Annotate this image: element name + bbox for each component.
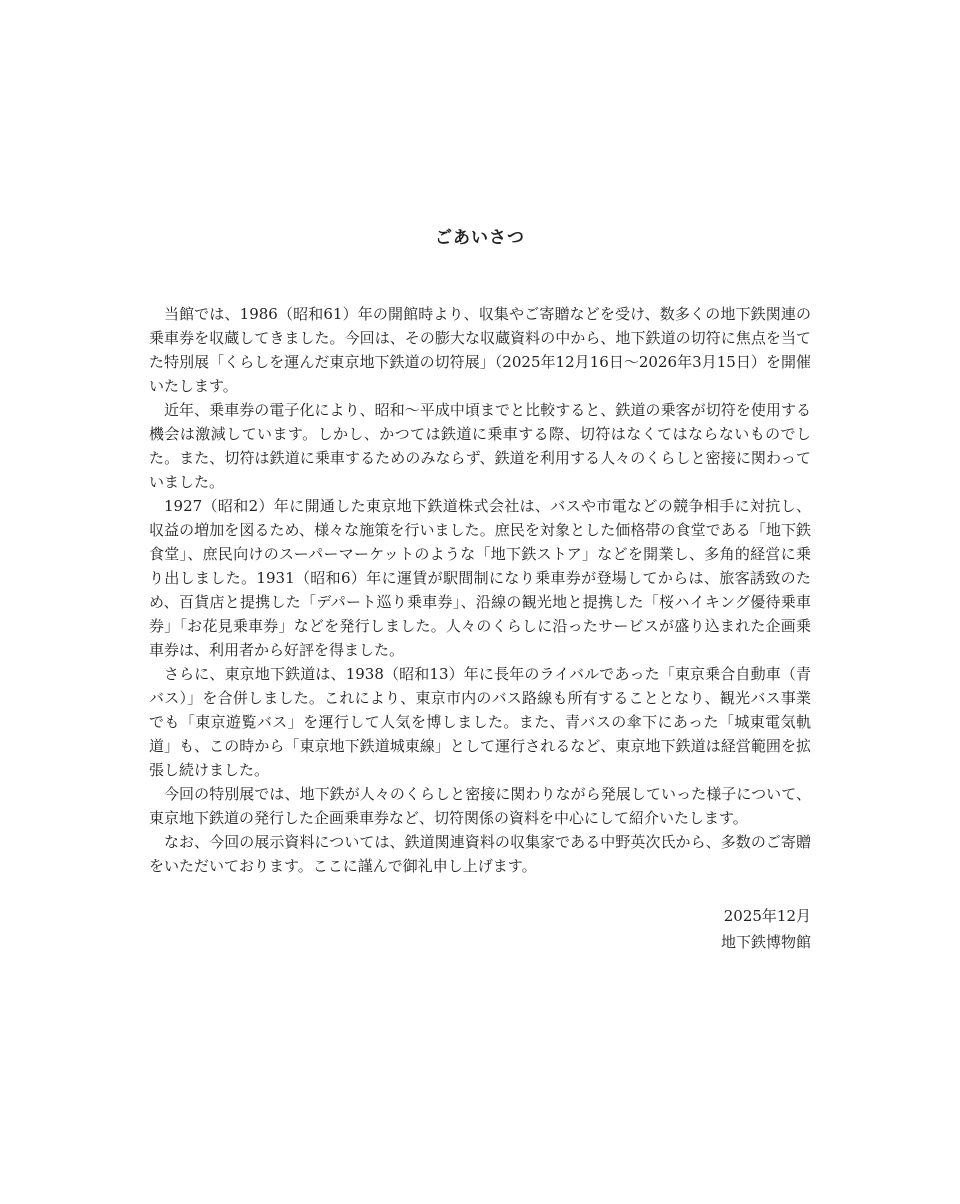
signature-block [149,903,811,955]
greeting-document [149,226,811,955]
paragraph-intro: 当館では、1986（昭和61）年の開館時より、収集やご寄贈などを受け、数多くの地下鉄関連の乗車券を収蔵してきました。今回は、その膨大な収蔵資料の中から、地下鉄道の切符に焦点を当てた特別展「くらしを運んだ東京地下鉄道の切符展」（2025年12月16日～2026年3月15日）を開催いたします。 [149,305,811,395]
signature-organization: 地下鉄博物館 [720,933,811,951]
signature-date: 2025年12月 [723,907,811,925]
paragraph-acknowledgement: なお、今回の展示資料については、鉄道関連資料の収集家である中野英次氏から、多数のご寄贈をいただいております。ここに謹んで御礼申し上げます。 [149,833,811,875]
paragraph-bus-merger: さらに、東京地下鉄道は、1938（昭和13）年に長年のライバルであった「東京乗合自動車（青バス）」を合併しました。これにより、東京市内のバス路線も所有することとなり、観光バス事業でも「東京遊覧バス」を運行して人気を博しました。また、青バスの傘下にあった「城東電気軌道」も、この時から「東京地下鉄道城東線」として運行されるなど、東京地下鉄道は経営範囲を拡張し続けました。 [149,665,811,779]
document-title: ごあいさつ [435,228,525,248]
paragraph-exhibition-purpose: 今回の特別展では、地下鉄が人々のくらしと密接に関わりながら発展していった様子について、東京地下鉄道の発行した企画乗車券など、切符関係の資料を中心にして紹介いたします。 [149,785,811,827]
paragraph-ticket-decline: 近年、乗車券の電子化により、昭和～平成中頃までと比較すると、鉄道の乗客が切符を使用する機会は激減しています。しかし、かつては鉄道に乗車する際、切符はなくてはならないものでした。また、切符は鉄道に乗車するためのみならず、鉄道を利用する人々のくらしと密接に関わっていました。 [149,401,811,491]
paragraph-company-history: 1927（昭和2）年に開通した東京地下鉄道株式会社は、バスや市電などの競争相手に対抗し、収益の増加を図るため、様々な施策を行いました。庶民を対象とした価格帯の食堂である「地下鉄食堂」、庶民向けのスーパーマーケットのような「地下鉄ストア」などを開業し、多角的経営に乗り出しました。1931（昭和6）年に運賃が駅間制になり乗車券が登場してからは、旅客誘致のため、百貨店と提携した「デパート巡り乗車券」、沿線の観光地と提携した「桜ハイキング優待乗車券」「お花見乗車券」などを発行しました。人々のくらしに沿ったサービスが盛り込まれた企画乗車券は、利用者から好評を得ました。 [149,497,811,659]
